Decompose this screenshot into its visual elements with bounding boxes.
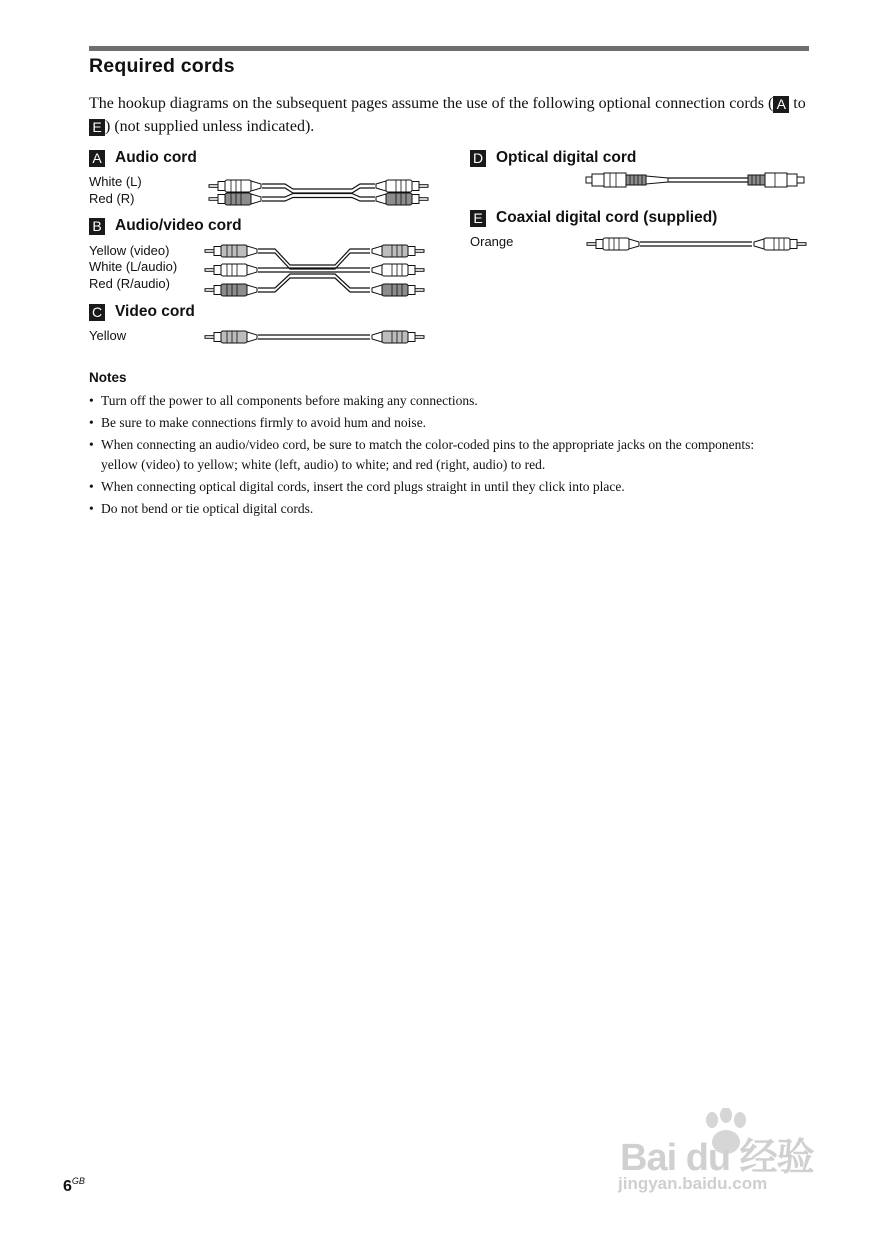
coaxial-cord-illustration	[587, 238, 806, 250]
note-item: • Do not bend or tie optical digital cords.	[89, 499, 789, 519]
page-number-value: 6	[63, 1178, 72, 1195]
intro-text-3: ) (not supplied unless indicated).	[105, 118, 315, 135]
watermark-url: jingyan.baidu.com	[618, 1174, 768, 1193]
cord-c-badge: C	[89, 304, 105, 321]
intro-text-2: to	[789, 95, 806, 112]
audio-video-cord-illustration	[205, 245, 424, 296]
note-item: • When connecting optical digital cords, insert the cord plugs straight in until they click into place.	[89, 477, 789, 497]
cord-c-label-yellow: Yellow	[89, 328, 127, 343]
page-title: Required cords	[89, 55, 235, 77]
intro-text-1: The hookup diagrams on the subsequent pages assume the use of the following optional connection cords (	[89, 95, 774, 112]
intro-badge-e: E	[89, 119, 105, 136]
note-item: • When connecting an audio/video cord, be sure to match the color-coded pins to the appropriate jacks on the components: yellow (video) to yellow; white (left, audio) to white; and red (right, audio) to red.	[89, 435, 789, 475]
baidu-watermark	[618, 1108, 828, 1208]
cord-e-label-orange: Orange	[470, 234, 514, 249]
audio-cord-illustration	[209, 180, 428, 205]
cord-a-badge: A	[89, 150, 105, 167]
video-cord-illustration	[205, 331, 424, 343]
cord-c-title: Video cord	[115, 303, 195, 320]
cord-illustrations	[0, 0, 873, 400]
watermark-brand: Bai du 经验	[620, 1137, 814, 1179]
notes-heading: Notes	[89, 370, 127, 385]
cord-d-badge: D	[470, 150, 486, 167]
cord-e-title: Coaxial digital cord (supplied)	[496, 209, 718, 226]
cord-e-badge: E	[470, 210, 486, 227]
cord-b-title: Audio/video cord	[115, 217, 242, 234]
cord-b-label-red: Red (R/audio)	[89, 276, 170, 291]
page-number-suffix: GB	[71, 1176, 85, 1186]
cord-b-badge: B	[89, 218, 105, 235]
cord-a-title: Audio cord	[115, 149, 197, 166]
cord-a-label-white: White (L)	[89, 174, 142, 189]
cord-b-label-yellow: Yellow (video)	[89, 243, 170, 258]
page-number	[63, 1176, 85, 1196]
intro-badge-a: A	[773, 96, 789, 113]
cord-b-label-white: White (L/audio)	[89, 259, 178, 274]
cord-a-label-red: Red (R)	[89, 191, 135, 206]
notes-list	[89, 391, 789, 521]
note-item: • Turn off the power to all components before making any connections.	[89, 391, 789, 411]
cord-d-title: Optical digital cord	[496, 149, 637, 166]
note-item: • Be sure to make connections firmly to avoid hum and noise.	[89, 413, 789, 433]
optical-cord-illustration	[586, 173, 804, 187]
